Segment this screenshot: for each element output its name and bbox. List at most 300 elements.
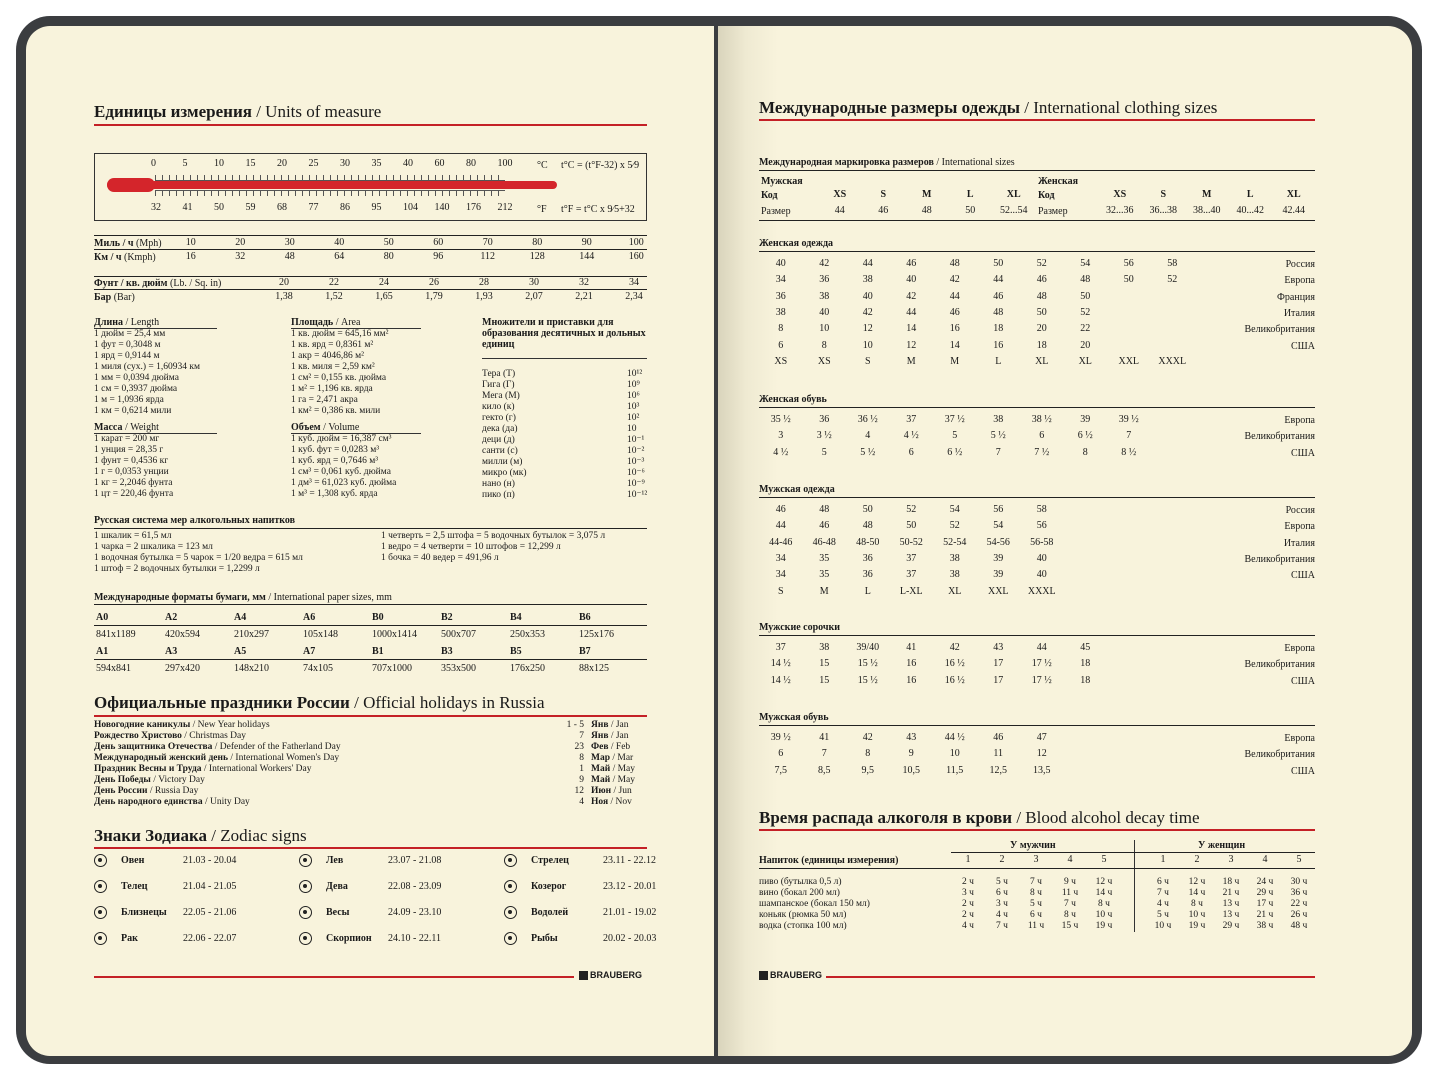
mph-value: 50 bbox=[383, 237, 394, 248]
kmph-value: 80 bbox=[383, 251, 394, 262]
paper-name: B4 bbox=[510, 612, 522, 623]
size-section-title: Женская обувь bbox=[759, 394, 827, 405]
area-list bbox=[291, 329, 388, 417]
paper-name: A2 bbox=[165, 612, 178, 623]
paper-row1-names bbox=[96, 612, 648, 624]
men-code: L bbox=[966, 189, 974, 200]
men-unit: 3 bbox=[1033, 854, 1039, 865]
bar-label-en: (Bar) bbox=[113, 292, 135, 303]
volume-list bbox=[291, 434, 396, 500]
men-time: 3 ч bbox=[996, 899, 1008, 909]
kmph-value: 96 bbox=[433, 251, 444, 262]
women-code: M bbox=[1202, 189, 1212, 200]
zodiac-icon bbox=[504, 880, 517, 893]
size-value: 36 bbox=[862, 569, 873, 581]
size-value: 16 bbox=[949, 323, 960, 335]
alcohol-measure-item: 1 ведро = 4 четверти = 10 штофов = 12,299 л bbox=[381, 542, 561, 552]
size-value: 14 ½ bbox=[770, 674, 791, 686]
size-value: 14 ½ bbox=[770, 658, 791, 670]
size-value: 10,5 bbox=[902, 764, 920, 776]
men-sizes bbox=[818, 205, 1036, 217]
size-value: S bbox=[777, 585, 784, 597]
size-value: 9 bbox=[908, 748, 914, 760]
zodiac-icon bbox=[504, 854, 517, 867]
volume-title bbox=[291, 422, 421, 434]
clothing-title bbox=[759, 98, 1217, 118]
prefix-row bbox=[482, 457, 647, 468]
size-row bbox=[759, 642, 1315, 654]
holiday-day: 8 bbox=[579, 753, 584, 763]
zodiac-item bbox=[299, 906, 441, 919]
prefixes-title: Множители и приставки для образования десятичных и дольных единиц bbox=[482, 317, 647, 359]
size-country: Россия bbox=[1285, 505, 1315, 516]
size-value: L-XL bbox=[899, 585, 923, 597]
men-time: 2 ч bbox=[962, 899, 974, 909]
prefix-name: микро (мк) bbox=[482, 468, 527, 478]
size-value: 7 bbox=[821, 748, 827, 760]
kmph-label-en: (Kmph) bbox=[123, 252, 156, 263]
zodiac-dates: 24.10 - 22.11 bbox=[388, 933, 441, 944]
holiday-month bbox=[591, 786, 632, 797]
size-value: 16 bbox=[993, 339, 1004, 351]
women-time: 14 ч bbox=[1188, 888, 1206, 898]
size-value: 46 bbox=[906, 258, 917, 269]
alcohol-measure-item: 1 чарка = 2 шкалика = 123 мл bbox=[94, 542, 213, 552]
holiday-name: Рождество Христово bbox=[94, 731, 182, 741]
size-value: 56-58 bbox=[1030, 536, 1054, 548]
bar-value: 2,34 bbox=[625, 291, 643, 302]
women-units bbox=[1146, 854, 1316, 866]
logo-icon bbox=[579, 971, 588, 980]
men-size-label: Размер bbox=[761, 206, 791, 217]
size-row bbox=[759, 430, 1315, 442]
women-header: У женщин bbox=[1198, 840, 1246, 851]
kmph-value: 48 bbox=[284, 251, 295, 262]
size-value: 37 bbox=[906, 414, 917, 425]
size-value: 35 ½ bbox=[770, 414, 791, 425]
holiday-name-en: / Russia Day bbox=[147, 786, 199, 796]
zodiac-icon bbox=[94, 854, 107, 867]
size-value: 50 bbox=[862, 504, 873, 515]
size-value: 36 ½ bbox=[857, 414, 878, 425]
size-value: 40 bbox=[906, 274, 917, 286]
size-value: 35 bbox=[819, 552, 830, 564]
prefix-value: 10⁻¹ bbox=[627, 435, 645, 445]
prefix-row bbox=[482, 424, 647, 435]
drink-name: шампанское (бокал 150 мл) bbox=[759, 899, 870, 909]
fahrenheit-tick: 104 bbox=[403, 202, 418, 213]
holiday-month bbox=[591, 764, 635, 775]
men-time: 8 ч bbox=[1064, 910, 1076, 920]
size-value: 44 bbox=[775, 520, 786, 532]
holidays-title bbox=[94, 693, 545, 713]
prefix-name: Гига (Г) bbox=[482, 380, 515, 390]
size-value: 4 ½ bbox=[773, 446, 789, 458]
zodiac-underline bbox=[94, 847, 647, 849]
men-code: XL bbox=[1006, 189, 1021, 200]
size-row bbox=[759, 765, 1315, 777]
kmph-label-ru: Км / ч bbox=[94, 252, 122, 263]
men-code-label: Код bbox=[761, 190, 778, 201]
mph-value: 90 bbox=[581, 237, 592, 248]
women-size-label: Размер bbox=[1038, 206, 1068, 217]
marking-rule bbox=[759, 170, 1315, 171]
size-country: Европа bbox=[1284, 643, 1315, 654]
holiday-month bbox=[591, 775, 635, 786]
prefix-row bbox=[482, 490, 647, 501]
women-time: 21 ч bbox=[1222, 888, 1240, 898]
zodiac-item bbox=[94, 854, 236, 867]
men-unit: 5 bbox=[1101, 854, 1107, 865]
zodiac-dates: 22.06 - 22.07 bbox=[183, 933, 237, 944]
women-unit: 1 bbox=[1160, 854, 1166, 865]
prefix-name: Мега (М) bbox=[482, 391, 520, 401]
holiday-name-en: / Unity Day bbox=[202, 797, 250, 807]
bar-value: 1,52 bbox=[325, 291, 343, 302]
volume-title-ru: Объем bbox=[291, 422, 321, 433]
mass-item: 1 карат = 200 мг bbox=[94, 434, 160, 444]
paper-name: B0 bbox=[372, 612, 384, 623]
kmph-values bbox=[166, 251, 661, 263]
drink-row bbox=[759, 921, 1315, 932]
size-value: 46 bbox=[819, 520, 830, 532]
size-value: 39 bbox=[993, 552, 1004, 564]
area-item: 1 акр = 4046,86 м² bbox=[291, 351, 364, 361]
alcohol-underline bbox=[759, 829, 1315, 831]
drink-row bbox=[759, 899, 1315, 910]
size-value: 45 bbox=[1080, 642, 1091, 653]
psi-value: 30 bbox=[529, 277, 539, 288]
size-country: США bbox=[1291, 340, 1315, 352]
celsius-tick: 10 bbox=[214, 158, 224, 169]
size-value: 6 ½ bbox=[947, 446, 963, 458]
alcohol-measures-col2 bbox=[381, 531, 605, 564]
holiday-day: 4 bbox=[579, 797, 584, 807]
left-page bbox=[26, 26, 714, 1056]
size-country: Европа bbox=[1284, 415, 1315, 426]
prefix-value: 10³ bbox=[627, 402, 640, 412]
holiday-day: 12 bbox=[574, 786, 584, 796]
zodiac-icon bbox=[299, 854, 312, 867]
zodiac-dates: 22.08 - 23.09 bbox=[388, 881, 442, 892]
women-time: 48 ч bbox=[1290, 921, 1308, 931]
size-row bbox=[759, 291, 1315, 303]
length-title bbox=[94, 317, 217, 329]
prefix-value: 10 bbox=[627, 424, 637, 434]
fahrenheit-formula: t°F = t°C x 9⁄5+32 bbox=[561, 204, 635, 215]
size-value: 17 ½ bbox=[1031, 674, 1052, 686]
volume-title-en: / Volume bbox=[323, 422, 360, 433]
alcohol-measures-col1 bbox=[94, 531, 303, 575]
size-value: L bbox=[864, 585, 871, 597]
size-value: 8 bbox=[1082, 446, 1088, 458]
size-section-title: Мужская одежда bbox=[759, 484, 835, 495]
size-value: 34 bbox=[775, 569, 786, 581]
holiday-name: Новогодние каникулы bbox=[94, 720, 191, 730]
alcohol-measure-item: 1 штоф = 2 водочных бутылки = 1,2299 л bbox=[94, 564, 260, 574]
paper-title-en: / International paper sizes, mm bbox=[268, 592, 392, 603]
zodiac-dates: 20.02 - 20.03 bbox=[603, 933, 657, 944]
marking-rule-2 bbox=[759, 220, 1315, 221]
size-row bbox=[759, 340, 1315, 352]
zodiac-item bbox=[504, 906, 656, 919]
size-value: 37 ½ bbox=[944, 414, 965, 425]
size-country: Европа bbox=[1284, 733, 1315, 744]
speed-rule-2 bbox=[94, 249, 647, 250]
alcohol-title-en: / Blood alcohol decay time bbox=[1016, 808, 1200, 827]
fahrenheit-tick: 176 bbox=[466, 202, 481, 213]
size-value: 16 ½ bbox=[944, 674, 965, 686]
size-value: 44 bbox=[862, 258, 873, 269]
speed-rule bbox=[94, 235, 647, 236]
alcohol-measures-rule bbox=[94, 528, 647, 529]
prefix-name: санти (с) bbox=[482, 446, 518, 456]
prefix-name: пико (п) bbox=[482, 490, 515, 500]
holiday-row bbox=[94, 797, 647, 808]
size-value: 12,5 bbox=[989, 764, 1007, 776]
length-item: 1 мм = 0,0394 дюйма bbox=[94, 373, 179, 383]
size-row bbox=[759, 356, 1315, 368]
size-value: 41 bbox=[819, 732, 830, 743]
marking-title-en: / International sizes bbox=[936, 157, 1015, 168]
men-code: M bbox=[922, 189, 932, 200]
men-time: 11 ч bbox=[1027, 921, 1045, 931]
size-country: США bbox=[1291, 570, 1315, 582]
size-value: XS bbox=[817, 355, 831, 367]
mass-item: 1 кг = 2,2046 фунта bbox=[94, 478, 173, 488]
thermometer-bulb bbox=[107, 178, 155, 192]
size-value: 4 ½ bbox=[903, 430, 919, 442]
paper-value: 105x148 bbox=[303, 629, 338, 640]
paper-value: 297x420 bbox=[165, 663, 200, 674]
bar-value: 1,93 bbox=[475, 291, 493, 302]
women-code: XL bbox=[1286, 189, 1301, 200]
women-time: 21 ч bbox=[1256, 910, 1274, 920]
size-value: 15 ½ bbox=[857, 658, 878, 670]
zodiac-name: Водолей bbox=[531, 907, 569, 918]
drink-row bbox=[759, 888, 1315, 899]
prefix-name: деци (д) bbox=[482, 435, 515, 445]
fahrenheit-tick: 68 bbox=[277, 202, 287, 213]
women-time: 10 ч bbox=[1154, 921, 1172, 931]
volume-item: 1 куб. ярд = 0,7646 м³ bbox=[291, 456, 379, 466]
volume-item: 1 куб. фут = 0,0283 м³ bbox=[291, 445, 380, 455]
size-value: XXXL bbox=[1027, 585, 1056, 597]
size-value: 44-46 bbox=[769, 536, 793, 548]
men-header: У мужчин bbox=[1010, 840, 1056, 851]
prefix-name: Тера (Т) bbox=[482, 369, 516, 379]
volume-item: 1 куб. дюйм = 16,387 см³ bbox=[291, 434, 392, 444]
holiday-name-en: / Christmas Day bbox=[181, 731, 247, 741]
psi-value: 34 bbox=[629, 277, 639, 288]
size-value: 44 bbox=[993, 274, 1004, 286]
size-value bbox=[1151, 340, 1195, 352]
prefix-row bbox=[482, 402, 647, 413]
length-list bbox=[94, 329, 200, 417]
size-value: 5 ½ bbox=[860, 446, 876, 458]
units-title bbox=[94, 102, 381, 122]
alcohol-title bbox=[759, 808, 1200, 828]
prefix-value: 10² bbox=[627, 413, 640, 423]
size-value bbox=[1107, 291, 1151, 303]
zodiac-grid bbox=[94, 854, 657, 964]
psi-label-ru: Фунт / кв. дюйм bbox=[94, 278, 168, 289]
mass-item: 1 фунт = 0,4536 кг bbox=[94, 456, 169, 466]
prefix-value: 10⁹ bbox=[627, 380, 640, 390]
mph-label bbox=[94, 238, 162, 249]
size-value: XXL bbox=[1118, 355, 1140, 367]
zodiac-icon bbox=[504, 932, 517, 945]
celsius-tick: 100 bbox=[497, 158, 513, 169]
zodiac-name: Лев bbox=[326, 855, 344, 866]
women-time: 4 ч bbox=[1157, 899, 1169, 909]
drink-name: коньяк (рюмка 50 мл) bbox=[759, 910, 847, 920]
size-country: Франция bbox=[1277, 291, 1315, 303]
zodiac-name: Козерог bbox=[531, 881, 567, 892]
zodiac-item bbox=[299, 932, 441, 945]
holiday-month-ru: Янв bbox=[591, 731, 609, 741]
size-value: 8,5 bbox=[818, 764, 831, 776]
size-row bbox=[759, 748, 1315, 760]
prefix-name: милли (м) bbox=[482, 457, 523, 467]
holiday-month-en: / Feb bbox=[608, 742, 631, 752]
zodiac-dates: 23.11 - 22.12 bbox=[603, 855, 656, 866]
size-value: 54 bbox=[1080, 258, 1091, 269]
size-value: 38 bbox=[949, 569, 960, 581]
paper-name: B3 bbox=[441, 646, 453, 657]
size-value: 48 bbox=[1080, 274, 1091, 286]
women-time: 19 ч bbox=[1188, 921, 1206, 931]
size-country: США bbox=[1291, 765, 1315, 777]
drink-name: вино (бокал 200 мл) bbox=[759, 888, 840, 898]
fahrenheit-label: °F bbox=[537, 204, 547, 215]
men-time: 4 ч bbox=[996, 910, 1008, 920]
holiday-month bbox=[591, 720, 629, 731]
psi-label bbox=[94, 278, 221, 289]
size-value: 35 bbox=[819, 569, 830, 581]
size-value: XL bbox=[948, 585, 962, 597]
holiday-name-en: / Victory Day bbox=[150, 775, 205, 785]
holiday-day: 7 bbox=[579, 731, 584, 741]
mph-label-en: (Mph) bbox=[136, 238, 162, 249]
area-title-en: / Area bbox=[335, 317, 361, 328]
psi-value: 32 bbox=[579, 277, 589, 288]
paper-name: A5 bbox=[234, 646, 247, 657]
women-size: 42.44 bbox=[1282, 205, 1305, 216]
size-value: 50 bbox=[1080, 290, 1091, 302]
size-value: 42 bbox=[819, 258, 830, 269]
size-value: 20 bbox=[1080, 339, 1091, 351]
paper-rule bbox=[94, 604, 647, 605]
zodiac-item bbox=[94, 906, 236, 919]
men-codes bbox=[818, 189, 1036, 201]
women-time: 29 ч bbox=[1222, 921, 1240, 931]
clothing-title-en: / International clothing sizes bbox=[1024, 98, 1218, 117]
size-section-title: Женская одежда bbox=[759, 238, 834, 249]
size-country: Европа bbox=[1284, 521, 1315, 533]
size-value: 54 bbox=[993, 520, 1004, 532]
prefix-name: нано (н) bbox=[482, 479, 515, 489]
prefix-name: дека (да) bbox=[482, 424, 518, 434]
area-item: 1 см² = 0,155 кв. дюйма bbox=[291, 373, 387, 383]
celsius-tick: 15 bbox=[245, 158, 256, 169]
men-time: 6 ч bbox=[996, 888, 1008, 898]
size-country: Великобритания bbox=[1244, 553, 1315, 565]
thermometer-box bbox=[94, 153, 647, 221]
fahrenheit-tick: 77 bbox=[308, 202, 319, 213]
zodiac-dates: 23.07 - 21.08 bbox=[388, 855, 442, 866]
size-value: 4 bbox=[865, 430, 871, 442]
size-row bbox=[759, 658, 1315, 670]
area-item: 1 м² = 1,196 кв. ярда bbox=[291, 384, 373, 394]
mass-item: 1 унция = 28,35 г bbox=[94, 445, 164, 455]
size-value: 37 bbox=[775, 642, 786, 653]
size-value: S bbox=[864, 355, 871, 367]
psi-value: 28 bbox=[479, 277, 489, 288]
size-country: Великобритания bbox=[1244, 431, 1315, 443]
psi-value: 20 bbox=[279, 277, 289, 288]
women-code: L bbox=[1246, 189, 1254, 200]
holiday-month-en: / Jun bbox=[611, 786, 632, 796]
holiday-month-en: / Mar bbox=[610, 753, 634, 763]
men-time: 12 ч bbox=[1095, 877, 1113, 887]
holiday-month-en: / May bbox=[610, 775, 636, 785]
paper-value: 148x210 bbox=[234, 663, 269, 674]
length-item: 1 ярд = 0,9144 м bbox=[94, 351, 160, 361]
fahrenheit-tick: 50 bbox=[214, 202, 224, 213]
size-value: 5 ½ bbox=[990, 430, 1006, 442]
area-title bbox=[291, 317, 421, 329]
men-time: 7 ч bbox=[1064, 899, 1076, 909]
size-value: 58 bbox=[1167, 258, 1178, 269]
size-value: 9,5 bbox=[861, 764, 874, 776]
zodiac-item bbox=[504, 854, 656, 867]
size-value: 38 ½ bbox=[1031, 414, 1052, 425]
size-value: 15 bbox=[819, 674, 830, 686]
holiday-month-ru: Янв bbox=[591, 720, 609, 730]
paper-name: A7 bbox=[303, 646, 316, 657]
drink-name: пиво (бутылка 0,5 л) bbox=[759, 877, 842, 887]
holiday-month bbox=[591, 753, 633, 764]
men-unit: 4 bbox=[1067, 854, 1073, 865]
size-country: Великобритания bbox=[1244, 659, 1315, 671]
holiday-row bbox=[94, 753, 647, 764]
men-time: 11 ч bbox=[1061, 888, 1079, 898]
alcohol-rule-2 bbox=[759, 868, 1315, 869]
size-value: M bbox=[819, 585, 829, 597]
prefix-value: 10⁻⁹ bbox=[627, 479, 645, 489]
size-value: 50-52 bbox=[899, 536, 923, 548]
women-time: 8 ч bbox=[1191, 899, 1203, 909]
size-value bbox=[1151, 323, 1195, 335]
volume-item: 1 м³ = 1,308 куб. ярда bbox=[291, 489, 378, 499]
size-value: 48 bbox=[949, 258, 960, 269]
paper-name: A0 bbox=[96, 612, 109, 623]
holiday-name: День России bbox=[94, 786, 148, 796]
size-value: 8 bbox=[778, 323, 784, 335]
size-value: 37 bbox=[906, 569, 917, 581]
women-time: 7 ч bbox=[1157, 888, 1169, 898]
women-time: 24 ч bbox=[1256, 877, 1274, 887]
zodiac-name: Близнецы bbox=[121, 907, 167, 918]
zodiac-item bbox=[94, 880, 236, 893]
mph-value: 60 bbox=[433, 237, 444, 248]
zodiac-icon bbox=[94, 932, 107, 945]
zodiac-title-en: / Zodiac signs bbox=[211, 826, 307, 845]
paper-rule-2 bbox=[94, 625, 647, 626]
prefix-value: 10⁶ bbox=[627, 391, 640, 401]
size-value: 3 bbox=[778, 430, 784, 442]
